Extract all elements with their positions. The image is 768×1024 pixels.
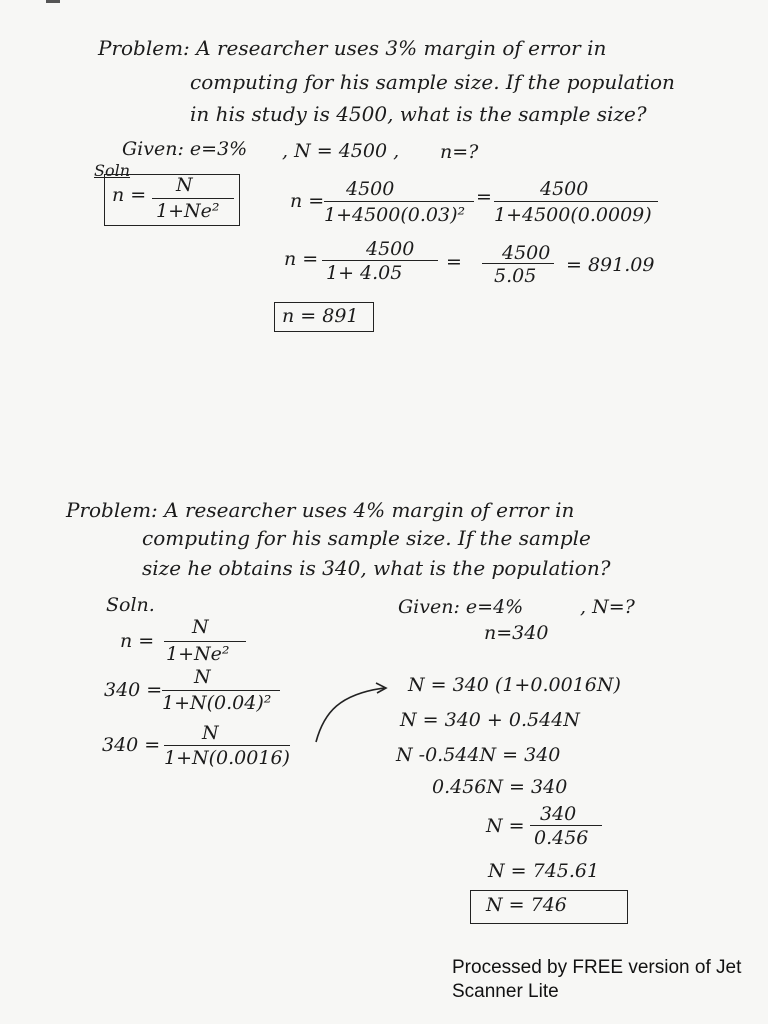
problem2-statement-line3: size he obtains is 340, what is the population? bbox=[142, 556, 611, 580]
problem1-statement-line1: Problem: A researcher uses 3% margin of error in bbox=[98, 36, 607, 60]
problem1-solution-label: Soln bbox=[94, 161, 131, 180]
problem2-formula-denominator: 1+Ne² bbox=[166, 643, 230, 665]
problem1-step4-result: = 891.09 bbox=[566, 254, 655, 276]
problem1-statement-line3: in his study is 4500, what is the sample size? bbox=[190, 102, 647, 126]
problem1-formula-lhs: n = bbox=[112, 184, 147, 206]
problem2-answer: N = 746 bbox=[486, 894, 567, 916]
problem1-formula-numerator: N bbox=[176, 174, 193, 196]
problem1-step1-denominator: 1+4500(0.03)² bbox=[324, 204, 466, 226]
problem2-formula-lhs: n = bbox=[120, 630, 155, 652]
problem1-given-unknown: n=? bbox=[440, 141, 479, 163]
problem1-step3-denominator: 1+ 4.05 bbox=[326, 262, 403, 284]
problem2-solve-step5-denominator: 0.456 bbox=[534, 827, 589, 849]
problem1-step1-numerator: 4500 bbox=[346, 178, 395, 200]
problem2-solve-step5-fraction-bar bbox=[530, 825, 602, 826]
problem2-sub2-numerator: N bbox=[202, 722, 219, 744]
problem2-sub2-lhs: 340 = bbox=[102, 734, 161, 756]
problem2-sub1-lhs: 340 = bbox=[104, 679, 163, 701]
problem1-step2-numerator: 4500 bbox=[540, 178, 589, 200]
problem1-step4-denominator: 5.05 bbox=[494, 265, 537, 287]
problem2-solution-label: Soln. bbox=[106, 594, 155, 616]
problem1-step2-denominator: 1+4500(0.0009) bbox=[494, 204, 652, 226]
problem1-answer: n = 891 bbox=[282, 305, 359, 327]
problem2-given: Given: e=4% bbox=[398, 596, 524, 618]
problem1-step1-lhs: n = bbox=[290, 190, 325, 212]
problem2-solve-step2: N = 340 + 0.544N bbox=[400, 709, 580, 731]
problem2-given-sample: n=340 bbox=[484, 622, 549, 644]
problem2-statement-line1: Problem: A researcher uses 4% margin of error in bbox=[66, 498, 575, 522]
problem2-statement-line2: computing for his sample size. If the sample bbox=[142, 526, 591, 550]
problem1-formula-denominator: 1+Ne² bbox=[156, 200, 220, 222]
problem2-solve-step3: N -0.544N = 340 bbox=[396, 744, 561, 766]
problem2-solve-step5-numerator: 340 bbox=[540, 803, 577, 825]
problem2-sub2-denominator: 1+N(0.0016) bbox=[164, 747, 290, 769]
problem1-given-population: , N = 4500 , bbox=[282, 140, 400, 162]
problem2-solve-step6: N = 745.61 bbox=[488, 860, 600, 882]
problem2-sub1-denominator: 1+N(0.04)² bbox=[162, 692, 272, 714]
problem2-sub1-numerator: N bbox=[194, 666, 211, 688]
problem1-step3-equals: = bbox=[446, 251, 462, 273]
problem2-solve-step5-lhs: N = bbox=[486, 815, 525, 837]
problem1-step4-numerator: 4500 bbox=[502, 242, 551, 264]
problem1-given: Given: e=3% bbox=[122, 138, 248, 160]
problem2-solve-step1: N = 340 (1+0.0016N) bbox=[408, 674, 621, 696]
scanner-watermark: Processed by FREE version of Jet Scanner Lite bbox=[452, 957, 742, 1002]
problem1-statement-line2: computing for his sample size. If the population bbox=[190, 70, 675, 94]
problem2-given-population: , N=? bbox=[580, 596, 635, 618]
problem1-step3-numerator: 4500 bbox=[366, 238, 415, 260]
problem1-step1-equals: = bbox=[476, 186, 492, 208]
problem2-solve-step4: 0.456N = 340 bbox=[432, 776, 568, 798]
problem1-step3-lhs: n = bbox=[284, 248, 319, 270]
problem2-formula-numerator: N bbox=[192, 616, 209, 638]
